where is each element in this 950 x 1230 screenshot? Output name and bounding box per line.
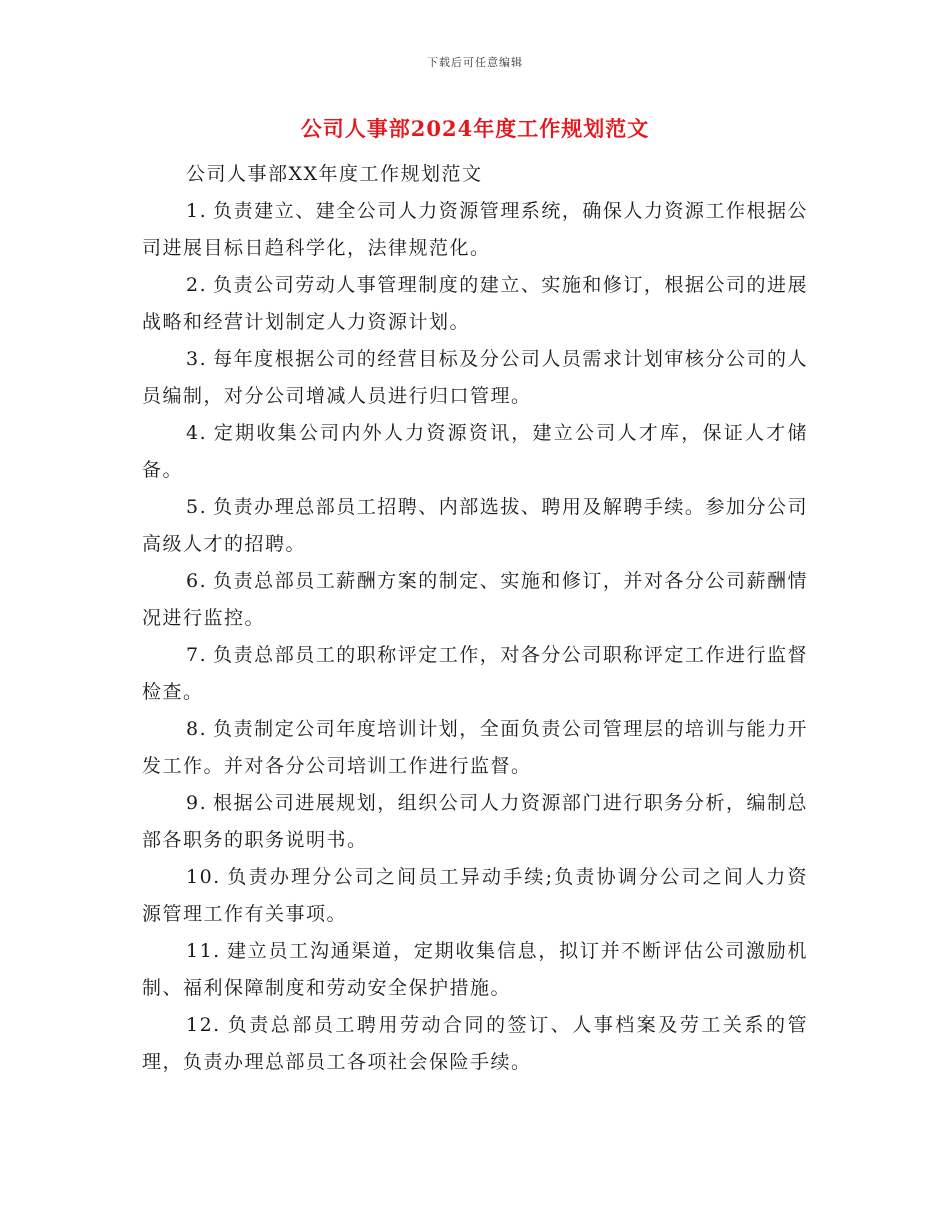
paragraph-number: 8. xyxy=(186,718,208,740)
paragraph-text: 根据公司进展规划，组织公司人力资源部门进行职务分析，编制总部各职务的职务说明书。 xyxy=(142,792,808,851)
paragraph-number: 5. xyxy=(186,496,208,518)
paragraph-number: 10. xyxy=(186,866,221,888)
paragraph-5 xyxy=(142,489,808,563)
header-note: 下载后可任意编辑 xyxy=(427,56,523,69)
paragraph-number: 6. xyxy=(186,570,208,592)
paragraph-2 xyxy=(142,267,808,341)
paragraph-1 xyxy=(142,193,808,267)
paragraph-3 xyxy=(142,341,808,415)
paragraph-12 xyxy=(142,1007,808,1081)
paragraph-number: 9. xyxy=(186,792,208,814)
paragraph-9 xyxy=(142,785,808,859)
paragraph-text: 负责公司劳动人事管理制度的建立、实施和修订，根据公司的进展战略和经营计划制定人力资源计划。 xyxy=(142,274,808,333)
paragraph-text: 负责总部员工的职称评定工作，对各分公司职称评定工作进行监督检查。 xyxy=(142,644,808,703)
document-body xyxy=(142,156,808,1081)
paragraph-10 xyxy=(142,859,808,933)
paragraph-4 xyxy=(142,415,808,489)
paragraph-text: 负责制定公司年度培训计划，全面负责公司管理层的培训与能力开发工作。并对各分公司培训工作进行监督。 xyxy=(142,718,808,777)
paragraph-number: 7. xyxy=(186,644,208,666)
document-subtitle: 公司人事部XX年度工作规划范文 xyxy=(186,163,483,185)
paragraph-11 xyxy=(142,933,808,1007)
paragraph-text: 定期收集公司内外人力资源资讯，建立公司人才库，保证人才储备。 xyxy=(142,422,808,481)
paragraph-text: 每年度根据公司的经营目标及分公司人员需求计划审核分公司的人员编制，对分公司增减人员进行归口管理。 xyxy=(142,348,808,407)
paragraph-number: 11. xyxy=(186,940,221,962)
paragraph-7 xyxy=(142,637,808,711)
paragraph-text: 负责建立、建全公司人力资源管理系统，确保人力资源工作根据公司进展目标日趋科学化，法律规范化。 xyxy=(142,200,808,259)
paragraph-text: 建立员工沟通渠道，定期收集信息，拟订并不断评估公司激励机制、福利保障制度和劳动安全保护措施。 xyxy=(142,940,808,999)
paragraph-8 xyxy=(142,711,808,785)
paragraph-number: 3. xyxy=(186,348,208,370)
document-title: 公司人事部2024年度工作规划范文 xyxy=(300,116,650,141)
paragraph-text: 负责办理分公司之间员工异动手续;负责协调分公司之间人力资源管理工作有关事项。 xyxy=(142,866,808,925)
paragraph-number: 1. xyxy=(186,200,208,222)
paragraph-6 xyxy=(142,563,808,637)
paragraph-number: 4. xyxy=(186,422,208,444)
paragraph-text: 负责总部员工聘用劳动合同的签订、人事档案及劳工关系的管理，负责办理总部员工各项社会保险手续。 xyxy=(142,1014,808,1073)
paragraph-text: 负责总部员工薪酬方案的制定、实施和修订，并对各分公司薪酬情况进行监控。 xyxy=(142,570,808,629)
paragraph-text: 负责办理总部员工招聘、内部选拔、聘用及解聘手续。参加分公司高级人才的招聘。 xyxy=(142,496,808,555)
paragraph-number: 2. xyxy=(186,274,208,296)
paragraph-number: 12. xyxy=(186,1014,221,1036)
